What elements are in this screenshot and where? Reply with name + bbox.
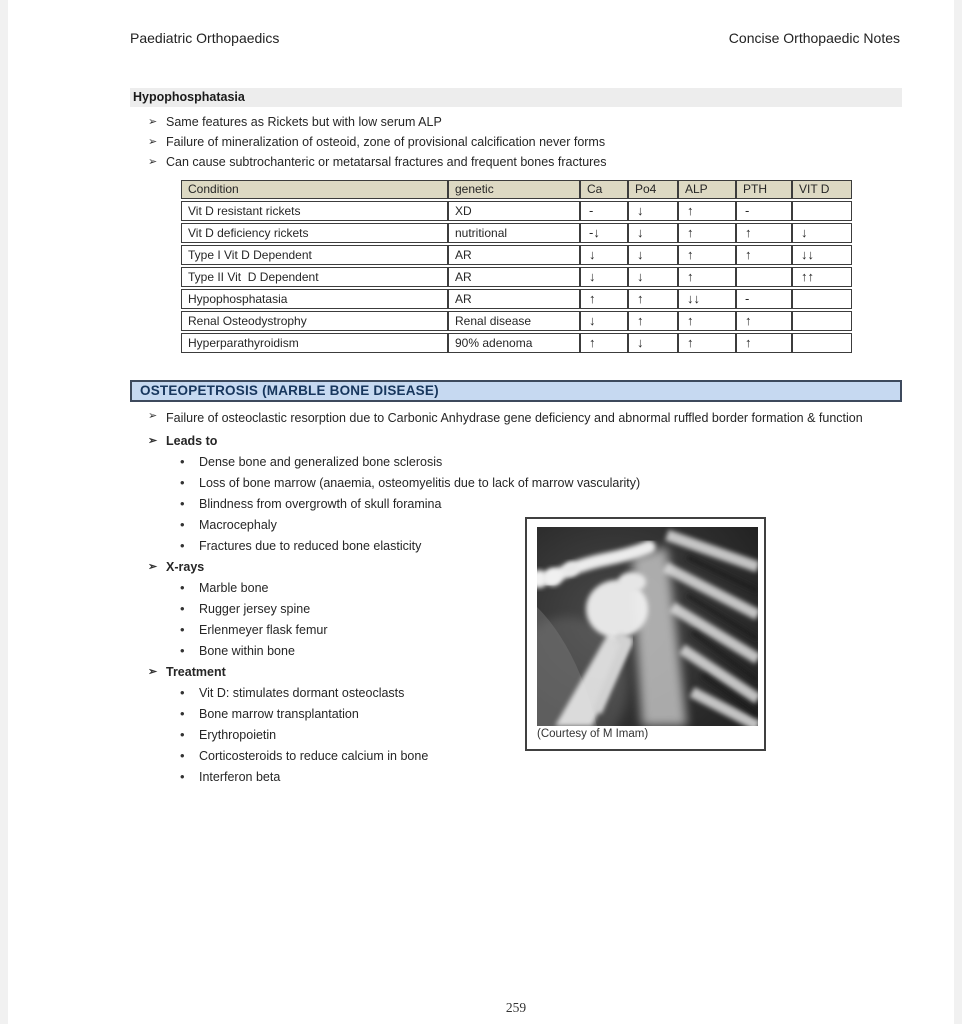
table-row xyxy=(181,223,852,243)
item-text: Treatment xyxy=(166,664,226,679)
table-row xyxy=(181,267,852,287)
column-header: PTH xyxy=(736,180,792,199)
value-cell: ↑ xyxy=(736,333,792,353)
page-number: 259 xyxy=(505,1000,527,1015)
header-left-title: Paediatric Orthopaedics xyxy=(130,30,280,46)
item-text: Marble bone xyxy=(199,580,269,595)
item-text: Can cause subtrochanteric or metatarsal fractures and frequent bones fractures xyxy=(166,155,607,169)
bullet-item xyxy=(130,746,902,767)
item-text: Loss of bone marrow (anaemia, osteomyelitis due to lack of marrow vascularity) xyxy=(199,475,641,490)
text-cell: nutritional xyxy=(448,223,580,243)
bullet-item xyxy=(130,725,902,746)
item-text: Leads to xyxy=(166,433,218,448)
table-row xyxy=(181,289,852,309)
item-text: X-rays xyxy=(166,559,205,574)
item-text: Failure of mineralization of osteoid, zone of provisional calcification never forms xyxy=(166,135,606,149)
column-header: genetic xyxy=(448,180,580,199)
dot-bullet-icon: • xyxy=(180,705,185,721)
page-header xyxy=(130,30,900,46)
value-cell: - xyxy=(580,201,628,221)
arrow-item xyxy=(130,152,902,172)
column-header: Condition xyxy=(181,180,448,199)
value-cell: ↑ xyxy=(580,333,628,353)
bullet-item xyxy=(130,452,902,473)
value-cell: ↓ xyxy=(580,245,628,265)
bullet-item xyxy=(130,767,902,788)
shoulder-xray-image xyxy=(537,527,758,726)
arrow-item xyxy=(130,132,902,152)
value-cell: ↑ xyxy=(678,223,736,243)
bullet-item xyxy=(130,578,902,599)
value-cell xyxy=(792,201,852,221)
text-cell: Type I Vit D Dependent xyxy=(181,245,448,265)
value-cell: ↑ xyxy=(678,245,736,265)
item-text: Bone within bone xyxy=(199,643,295,658)
bullet-item xyxy=(130,536,902,557)
bullet-item xyxy=(130,683,902,704)
value-cell: ↑ xyxy=(736,223,792,243)
text-cell: AR xyxy=(448,289,580,309)
item-text: Erlenmeyer flask femur xyxy=(199,622,328,637)
item-text: Blindness from overgrowth of skull foramina xyxy=(199,496,442,511)
dot-bullet-icon: • xyxy=(180,726,185,742)
table-row xyxy=(181,311,852,331)
osteopetrosis-intro xyxy=(130,409,902,429)
osteopetrosis-list xyxy=(130,431,902,788)
value-cell xyxy=(736,267,792,287)
xray-figure xyxy=(525,517,766,751)
text-cell: XD xyxy=(448,201,580,221)
column-header: Ca xyxy=(580,180,628,199)
bullet-item xyxy=(130,473,902,494)
value-cell: ↓ xyxy=(628,245,678,265)
text-cell: AR xyxy=(448,245,580,265)
item-text: Fractures due to reduced bone elasticity xyxy=(199,538,422,553)
value-cell: ↑ xyxy=(678,267,736,287)
bullet-item xyxy=(130,599,902,620)
dot-bullet-icon: • xyxy=(180,453,185,469)
bullet-item xyxy=(130,704,902,725)
dot-bullet-icon: • xyxy=(180,642,185,658)
intro-text: Failure of osteoclastic resorption due to Carbonic Anhydrase gene deficiency and abnormal ruffled border formation & function xyxy=(166,411,863,425)
value-cell: ↑ xyxy=(736,311,792,331)
item-text: Dense bone and generalized bone sclerosis xyxy=(199,454,443,469)
dot-bullet-icon: • xyxy=(180,516,185,532)
item-text: Bone marrow transplantation xyxy=(199,706,359,721)
arrow-bullet-icon: ➢ xyxy=(148,156,158,168)
rickets-comparison-table xyxy=(181,178,852,355)
column-header: VIT D xyxy=(792,180,852,199)
value-cell: ↑ xyxy=(678,333,736,353)
hypophosphatasia-bullet-list xyxy=(130,112,902,172)
table-row xyxy=(181,245,852,265)
document-page xyxy=(8,0,954,1024)
dot-bullet-icon: • xyxy=(180,747,185,763)
bullet-item xyxy=(130,620,902,641)
header-right-title: Concise Orthopaedic Notes xyxy=(728,30,900,46)
value-cell: ↓ xyxy=(580,267,628,287)
text-cell: Hyperparathyroidism xyxy=(181,333,448,353)
text-cell: Type II Vit D Dependent xyxy=(181,267,448,287)
text-cell: Renal Osteodystrophy xyxy=(181,311,448,331)
arrow-item xyxy=(130,112,902,132)
dot-bullet-icon: • xyxy=(180,600,185,616)
arrow-bullet-icon: ➢ xyxy=(148,665,158,678)
item-text: Vit D: stimulates dormant osteoclasts xyxy=(199,685,405,700)
text-cell: Vit D resistant rickets xyxy=(181,201,448,221)
value-cell: ↓↓ xyxy=(792,245,852,265)
arrow-item xyxy=(130,431,902,452)
dot-bullet-icon: • xyxy=(180,621,185,637)
section-title-text: OSTEOPETROSIS (MARBLE BONE DISEASE) xyxy=(140,383,439,398)
table-row xyxy=(181,333,852,353)
value-cell: ↑ xyxy=(628,311,678,331)
dot-bullet-icon: • xyxy=(180,684,185,700)
item-text: Erythropoietin xyxy=(199,727,277,742)
text-cell: Hypophosphatasia xyxy=(181,289,448,309)
value-cell: - xyxy=(736,289,792,309)
dot-bullet-icon: • xyxy=(180,768,185,784)
arrow-bullet-icon: ➢ xyxy=(148,560,158,573)
value-cell: ↑ xyxy=(580,289,628,309)
item-text: Rugger jersey spine xyxy=(199,601,311,616)
table-header-row xyxy=(181,180,852,199)
value-cell: ↓↓ xyxy=(678,289,736,309)
value-cell: ↓ xyxy=(792,223,852,243)
bullet-item xyxy=(130,494,902,515)
item-text: Same features as Rickets but with low serum ALP xyxy=(166,115,442,129)
item-text: Corticosteroids to reduce calcium in bone xyxy=(199,748,429,763)
arrow-bullet-icon: ➢ xyxy=(148,136,158,148)
bullet-item xyxy=(130,641,902,662)
text-cell: Renal disease xyxy=(448,311,580,331)
arrow-bullet-icon: ➢ xyxy=(148,434,158,447)
column-header: Po4 xyxy=(628,180,678,199)
text-cell: Vit D deficiency rickets xyxy=(181,223,448,243)
dot-bullet-icon: • xyxy=(180,579,185,595)
arrow-bullet-icon: ➢ xyxy=(148,116,158,128)
bullet-item xyxy=(130,515,902,536)
value-cell: ↑ xyxy=(678,311,736,331)
value-cell xyxy=(792,311,852,331)
dot-bullet-icon: • xyxy=(180,495,185,511)
arrow-item xyxy=(130,662,902,683)
value-cell: ↑ xyxy=(736,245,792,265)
dot-bullet-icon: • xyxy=(180,474,185,490)
value-cell xyxy=(792,333,852,353)
column-header: ALP xyxy=(678,180,736,199)
arrow-bullet-icon: ➢ xyxy=(148,410,158,422)
page-content xyxy=(130,88,902,788)
table-row xyxy=(181,201,852,221)
section-title-osteopetrosis xyxy=(130,380,902,402)
value-cell: ↓ xyxy=(628,267,678,287)
figure-caption: (Courtesy of M Imam) xyxy=(537,728,649,740)
item-text: Macrocephaly xyxy=(199,517,277,532)
dot-bullet-icon: • xyxy=(180,537,185,553)
value-cell: -↓ xyxy=(580,223,628,243)
value-cell: ↓ xyxy=(628,201,678,221)
section-title-hypophosphatasia: Hypophosphatasia xyxy=(130,88,902,107)
item-text: Interferon beta xyxy=(199,769,281,784)
value-cell xyxy=(792,289,852,309)
arrow-item xyxy=(130,557,902,578)
text-cell: 90% adenoma xyxy=(448,333,580,353)
value-cell: - xyxy=(736,201,792,221)
value-cell: ↑ xyxy=(628,289,678,309)
text-cell: AR xyxy=(448,267,580,287)
value-cell: ↓ xyxy=(628,223,678,243)
value-cell: ↓ xyxy=(628,333,678,353)
value-cell: ↓ xyxy=(580,311,628,331)
value-cell: ↑↑ xyxy=(792,267,852,287)
value-cell: ↑ xyxy=(678,201,736,221)
